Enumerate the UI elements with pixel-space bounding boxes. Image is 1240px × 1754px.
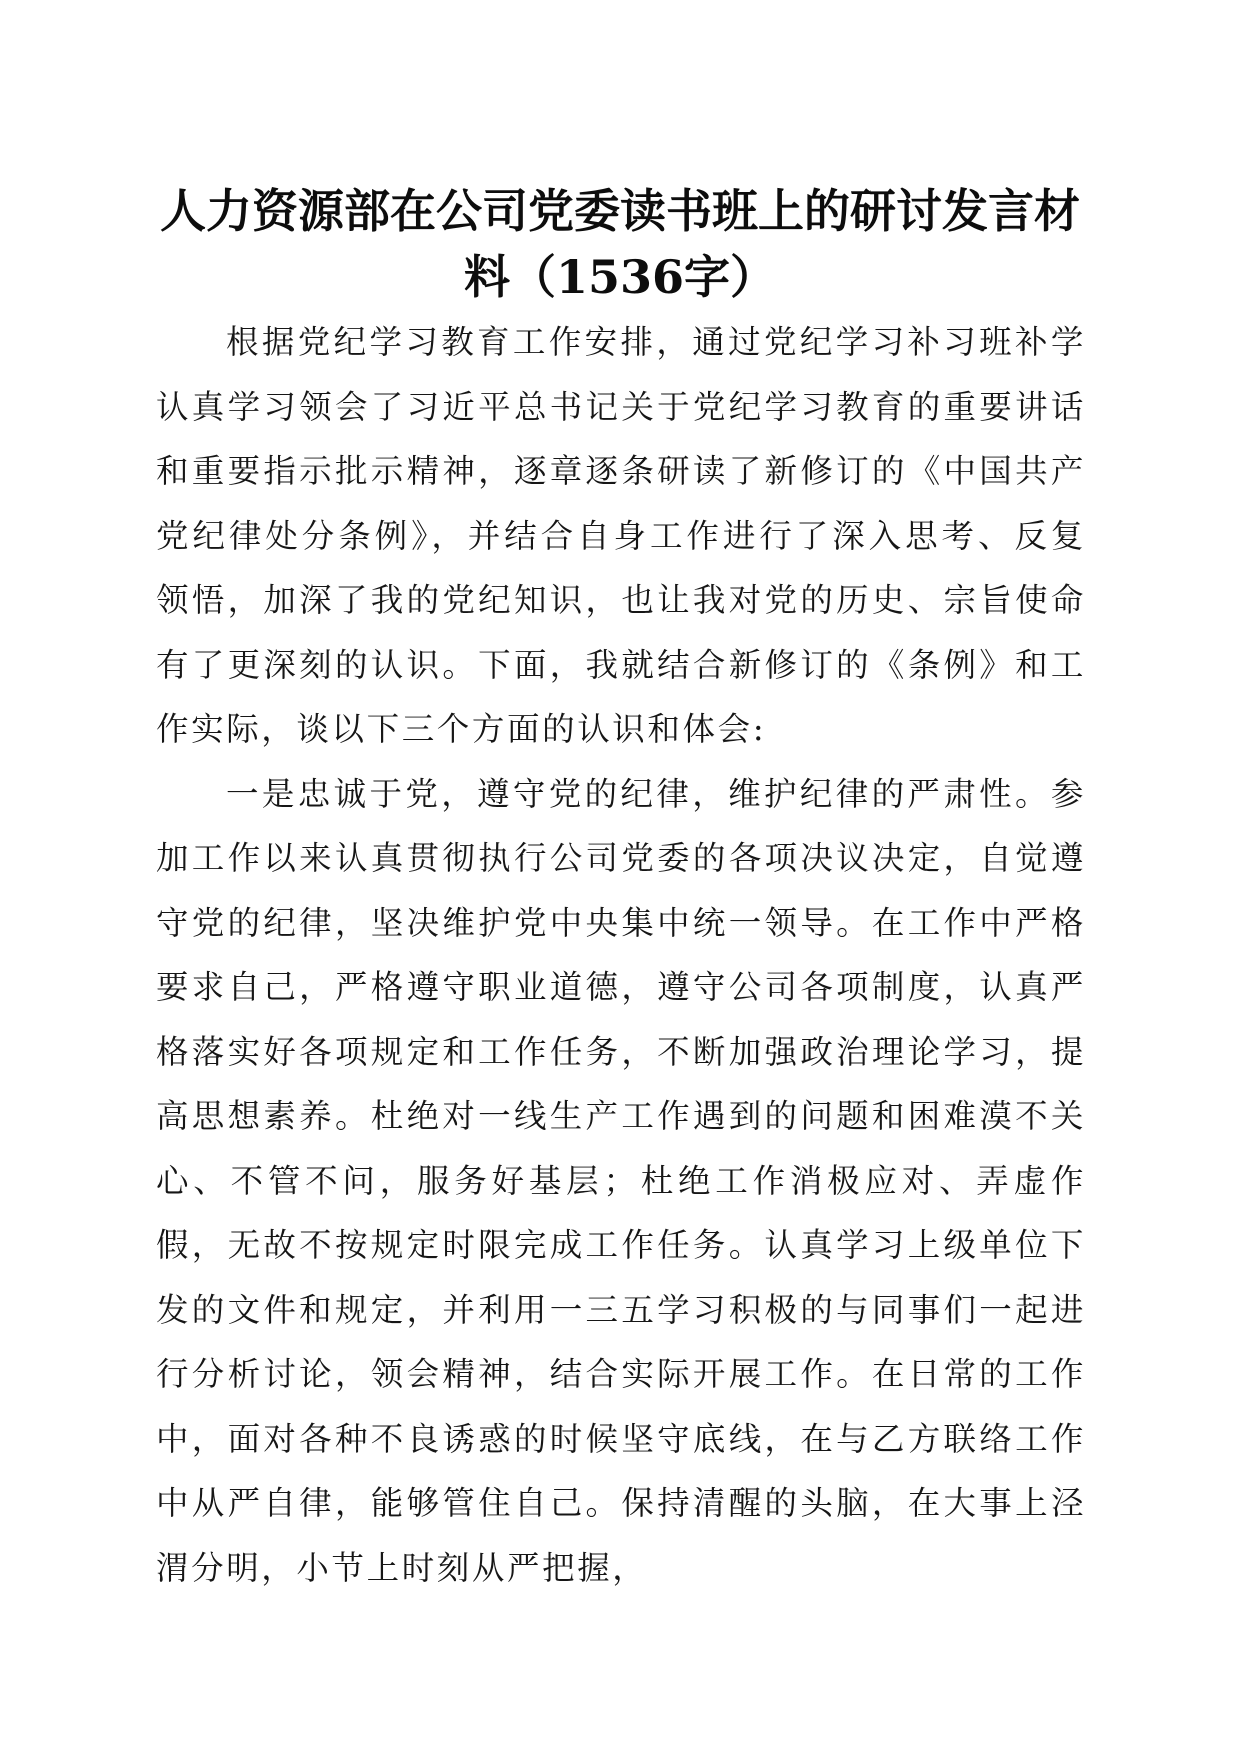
document-title-line-2: 料（1536字） bbox=[463, 250, 777, 304]
paragraph-point-one: 一是忠诚于党，遵守党的纪律，维护纪律的严肃性。参加工作以来认真贯彻执行公司党委的各项决议决定，自觉遵守党的纪律，坚决维护党中央集中统一领导。在工作中严格要求自己，严格遵守职业道德，遵守公司各项制度，认真严格落实好各项规定和工作任务，不断加强政治理论学习，提高思想素养。杜绝对一线生产工作遇到的问题和困难漠不关心、不管不问，服务好基层；杜绝工作消极应对、弄虚作假，无故不按规定时限完成工作任务。认真学习上级单位下发的文件和规定，并利用一三五学习积极的与同事们一起进行分析讨论，领会精神，结合实际开展工作。在日常的工作中，面对各种不良诱惑的时候坚守底线，在与乙方联络工作中从严自律，能够管住自己。保持清醒的头脑，在大事上泾渭分明，小节上时刻从严把握， bbox=[156, 774, 1086, 1587]
document-title bbox=[150, 178, 1090, 310]
paragraph-intro: 根据党纪学习教育工作安排，通过党纪学习补习班补学认真学习领会了习近平总书记关于党纪学习教育的重要讲话和重要指示批示精神，逐章逐条研读了新修订的《中国共产党纪律处分条例》，并结合自身工作进行了深入思考、反复领悟，加深了我的党纪知识，也让我对党的历史、宗旨使命有了更深刻的认识。下面，我就结合新修订的《条例》和工作实际，谈以下三个方面的认识和体会: bbox=[156, 323, 1086, 748]
document-body bbox=[156, 310, 1086, 1600]
document-title-line-1: 人力资源部在公司党委读书班上的研讨发言材 bbox=[160, 184, 1080, 238]
